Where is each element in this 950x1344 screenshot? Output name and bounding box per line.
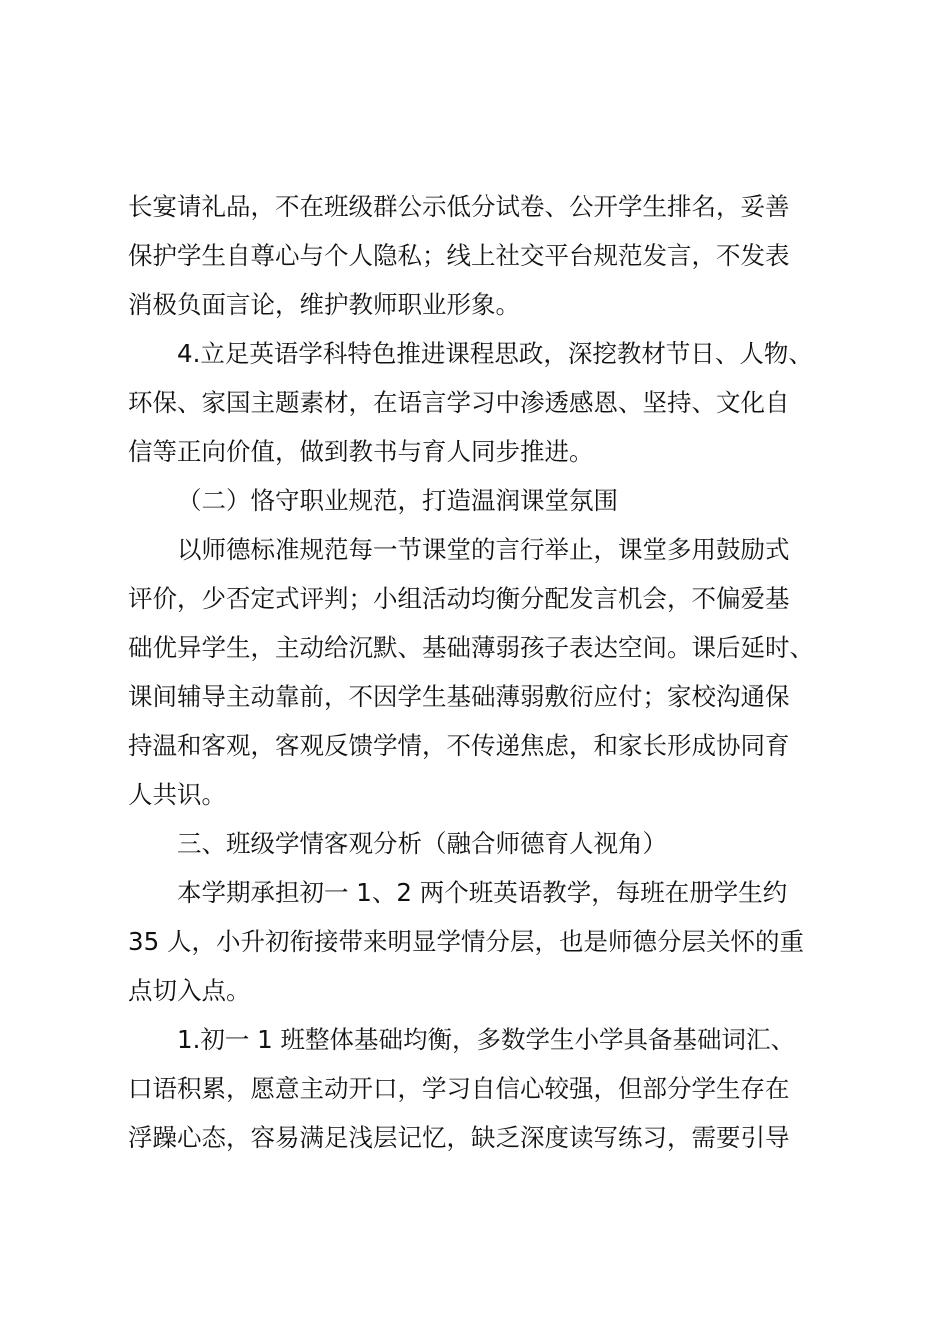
text-line: 持温和客观，客观反馈学情，不传递焦虑，和家长形成协同育 xyxy=(128,731,790,760)
text-line: 长宴请礼品，不在班级群公示低分试卷、公开学生排名，妥善 xyxy=(128,192,790,221)
text-line: 环保、家国主题素材，在语言学习中渗透感恩、坚持、文化自 xyxy=(128,388,790,417)
text-line: 础优异学生，主动给沉默、基础薄弱孩子表达空间。课后延时、 xyxy=(128,633,814,662)
paragraph-start-line: 本学期承担初一 1、2 两个班英语教学，每班在册学生约 xyxy=(177,878,788,907)
text-line: 消极负面言论，维护教师职业形象。 xyxy=(128,290,520,319)
text-line: 点切入点。 xyxy=(128,976,251,1005)
paragraph-start-line: 4.立足英语学科特色推进课程思政，深挖教材节日、人物、 xyxy=(177,339,813,368)
section-heading: （二）恪守职业规范，打造温润课堂氛围 xyxy=(177,486,618,515)
text-line: 35 人，小升初衔接带来明显学情分层，也是师德分层关怀的重 xyxy=(128,927,804,956)
text-line: 课间辅导主动靠前，不因学生基础薄弱敷衍应付；家校沟通保 xyxy=(128,682,790,711)
text-line: 浮躁心态，容易满足浅层记忆，缺乏深度读写练习，需要引导 xyxy=(128,1123,790,1152)
text-line: 评价，少否定式评判；小组活动均衡分配发言机会，不偏爱基 xyxy=(128,584,790,613)
text-line: 口语积累，愿意主动开口，学习自信心较强，但部分学生存在 xyxy=(128,1074,790,1103)
text-line: 信等正向价值，做到教书与育人同步推进。 xyxy=(128,437,594,466)
text-line: 人共识。 xyxy=(128,780,226,809)
section-heading: 三、班级学情客观分析（融合师德育人视角） xyxy=(177,829,667,858)
paragraph-start-line: 以师德标准规范每一节课堂的言行举止，课堂多用鼓励式 xyxy=(177,535,790,564)
text-line: 保护学生自尊心与个人隐私；线上社交平台规范发言，不发表 xyxy=(128,241,790,270)
paragraph-start-line: 1.初一 1 班整体基础均衡，多数学生小学具备基础词汇、 xyxy=(177,1025,796,1054)
document-body xyxy=(128,182,844,1162)
